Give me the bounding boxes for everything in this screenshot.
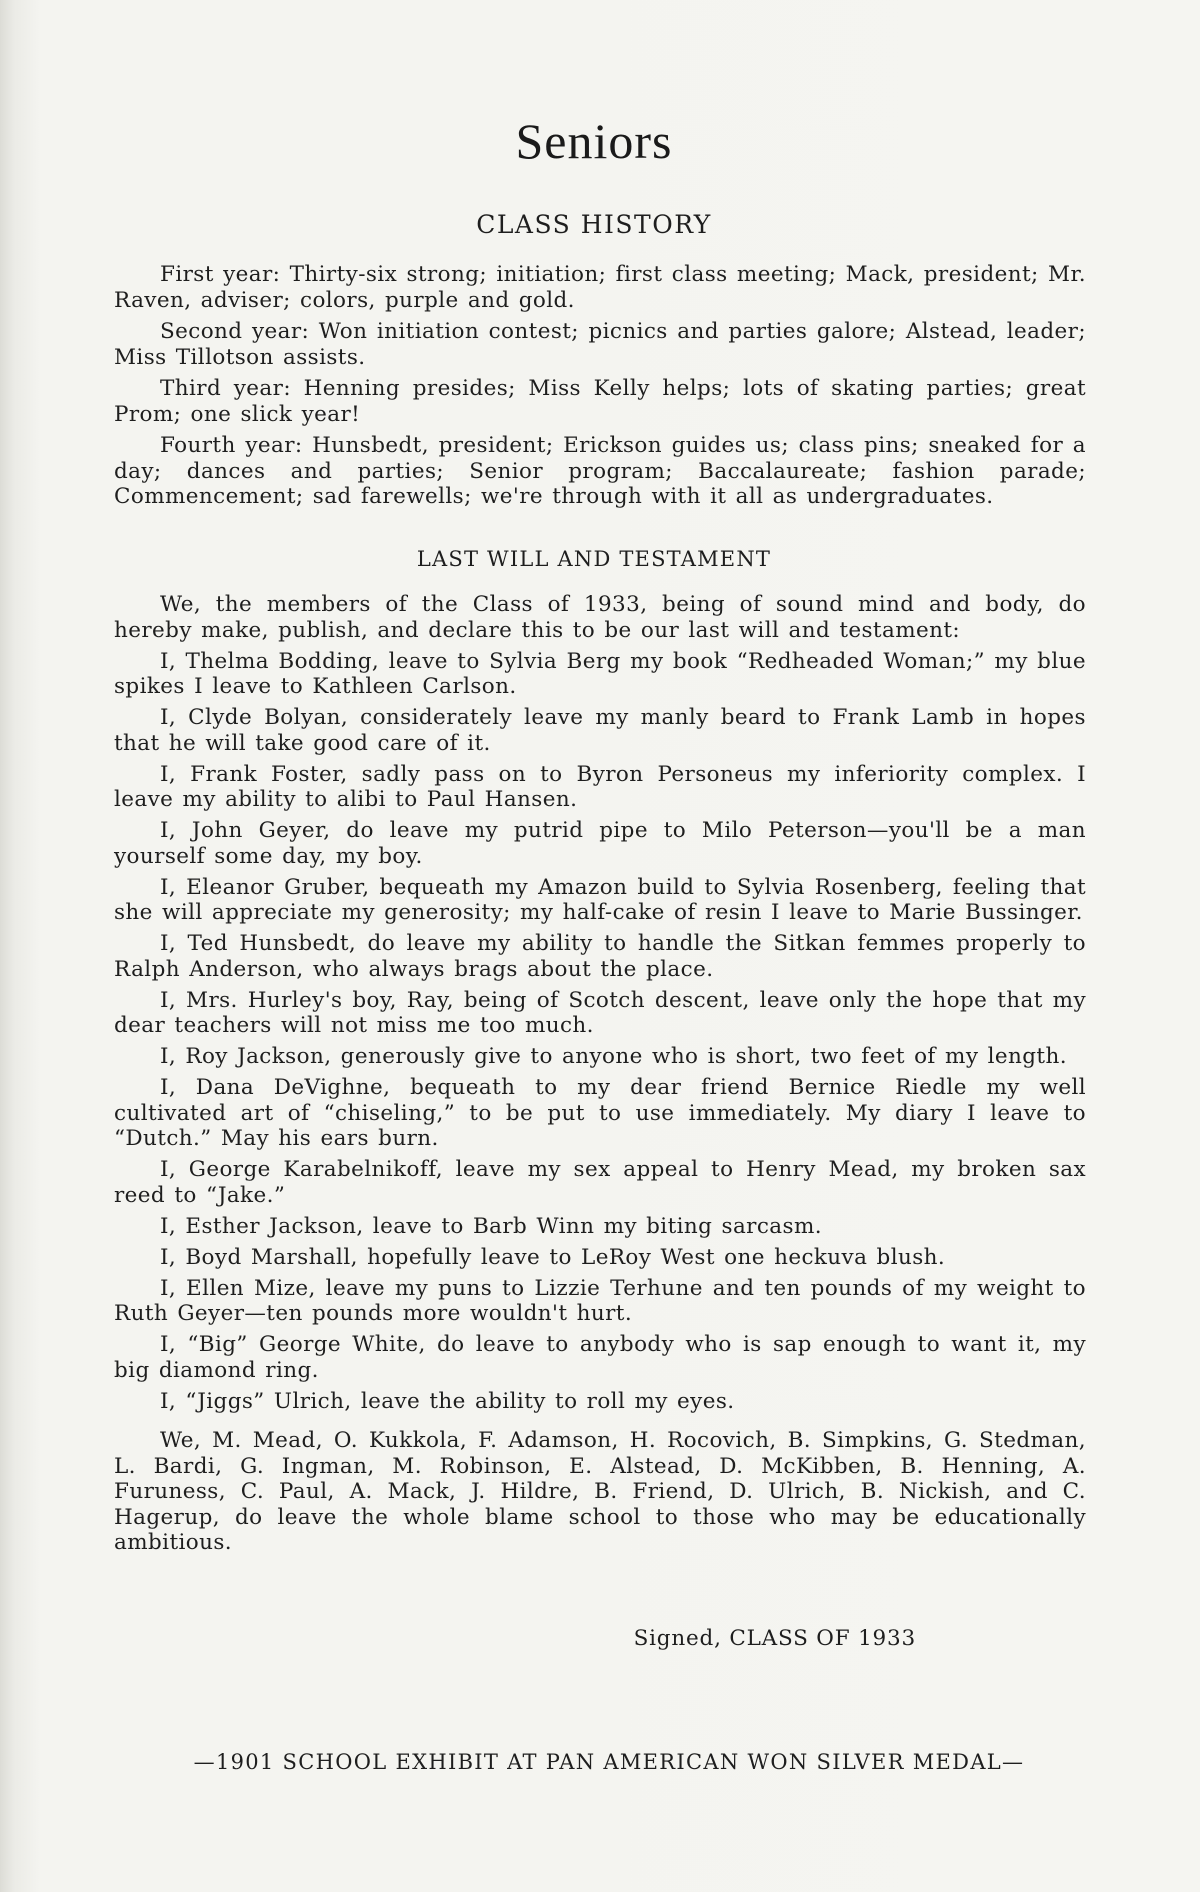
bequest-item: I, George Karabelnikoff, leave my sex appeal to Henry Mead, my broken sax reed to “Jake.” (114, 1157, 1086, 1208)
bequest-item: I, Frank Foster, sadly pass on to Byron Personeus my inferiority complex. I leave my ability to alibi to Paul Hansen. (114, 761, 1086, 812)
bequest-item: I, Mrs. Hurley's boy, Ray, being of Scotch descent, leave only the hope that my dear teachers will not miss me too much. (114, 987, 1086, 1038)
bequest-item: I, Clyde Bolyan, considerately leave my manly beard to Frank Lamb in hopes that he will take good care of it. (114, 705, 1086, 756)
footer-note: —1901 SCHOOL EXHIBIT AT PAN AMERICAN WON SILVER MEDAL— (193, 1750, 1025, 1774)
bequest-item: I, Roy Jackson, generously give to anyone who is short, two feet of my length. (160, 1044, 1067, 1069)
bequest-item: I, Esther Jackson, leave to Barb Winn my biting sarcasm. (160, 1213, 822, 1239)
page-title: Seniors (515, 113, 673, 169)
history-third-year: Third year: Henning presides; Miss Kelly helps; lots of skating parties; great Prom; one slick year! (114, 376, 1086, 427)
class-history-section (114, 262, 1086, 516)
last-will-heading: LAST WILL AND TESTAMENT (416, 547, 772, 571)
bequest-item: I, Eleanor Gruber, bequeath my Amazon build to Sylvia Rosenberg, feeling that she will appreciate my generosity; my half-cake of resin I leave to Marie Bussinger. (114, 874, 1086, 925)
history-fourth-year: Fourth year: Hunsbedt, president; Erickson guides us; class pins; sneaked for a day; dances and parties; Senior program; Baccalaureate; fashion parade; Commencement; sad farewells; we're through with it all as undergraduates. (114, 433, 1086, 509)
bequest-item: I, “Big” George White, do leave to anybody who is sap enough to want it, my big diamond ring. (114, 1332, 1086, 1383)
bequest-item: I, Ellen Mize, leave my puns to Lizzie Terhune and ten pounds of my weight to Ruth Geyer—ten pounds more wouldn't hurt. (114, 1275, 1086, 1326)
history-second-year: Second year: Won initiation contest; picnics and parties galore; Alstead, leader; Miss Tillotson assists. (114, 319, 1086, 370)
will-intro: We, the members of the Class of 1933, being of sound mind and body, do hereby make, publish, and declare this to be our last will and testament: (114, 592, 1086, 643)
bequest-item: I, Boyd Marshall, hopefully leave to LeRoy West one heckuva blush. (160, 1244, 946, 1270)
last-will-section (114, 592, 1086, 1561)
bequest-item: I, Dana DeVighne, bequeath to my dear friend Bernice Riedle my well cultivated art of “chiseling,” to be put to use immediately. My diary I leave to “Dutch.” May his ears burn. (114, 1075, 1086, 1151)
bequest-item: I, Ted Hunsbedt, do leave my ability to handle the Sitkan femmes properly to Ralph Anderson, who always brags about the place. (114, 931, 1086, 982)
class-history-heading: CLASS HISTORY (476, 210, 712, 239)
group-bequest: We, M. Mead, O. Kukkola, F. Adamson, H. Rocovich, B. Simpkins, G. Stedman, L. Bardi, G. Ingman, M. Robinson, E. Alstead, D. McKibben, B. Henning, A. Furuness, C. Paul, A. Mack, J. Hildre, B. Friend, D. Ulrich, B. Nickish, and C. Hagerup, do leave the whole blame school to those who may be educationally ambitious. (114, 1428, 1086, 1555)
bequest-item: I, “Jiggs” Ulrich, leave the ability to roll my eyes. (160, 1388, 735, 1414)
bequest-item: I, Thelma Bodding, leave to Sylvia Berg my book “Redheaded Woman;” my blue spikes I leave to Kathleen Carlson. (114, 648, 1086, 699)
signature: Signed, CLASS OF 1933 (633, 1626, 916, 1651)
history-first-year: First year: Thirty-six strong; initiation; first class meeting; Mack, president; Mr. Raven, adviser; colors, purple and gold. (114, 262, 1086, 313)
bequest-item: I, John Geyer, do leave my putrid pipe to Milo Peterson—you'll be a man yourself some day, my boy. (114, 818, 1086, 869)
